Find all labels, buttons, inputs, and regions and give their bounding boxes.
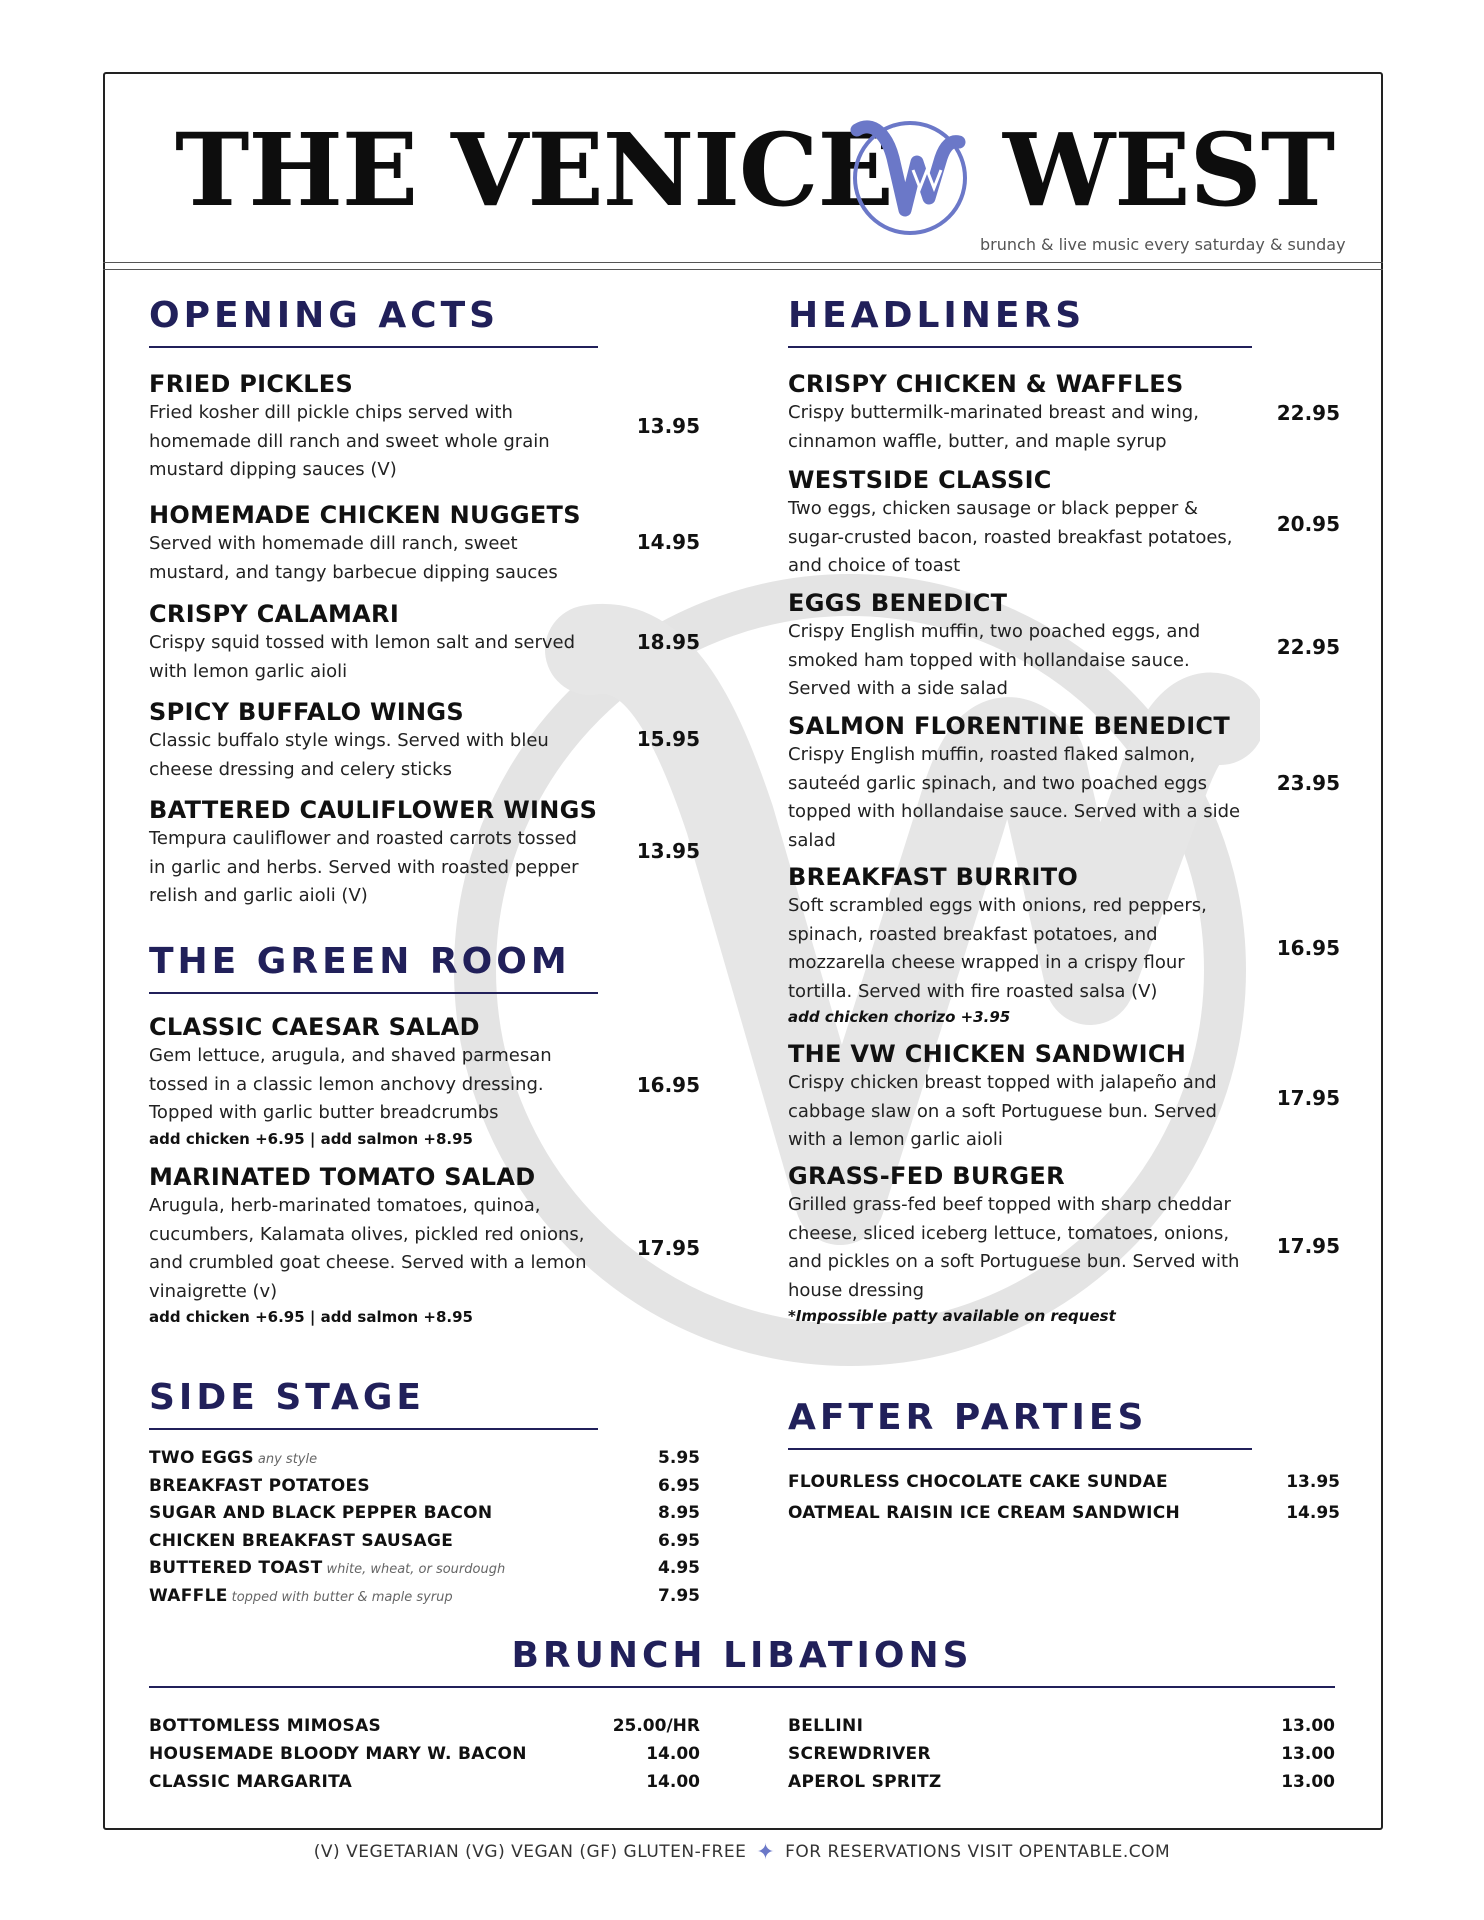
- section-rule: [149, 1428, 598, 1430]
- item-price: 15.95: [636, 727, 700, 751]
- item-addon: add chicken +6.95 | add salmon +8.95: [149, 1308, 473, 1326]
- side-item-name: BUTTERED TOAST: [149, 1558, 323, 1578]
- dietary-legend: (V) VEGETARIAN (VG) VEGAN (GF) GLUTEN-FREE: [313, 1842, 747, 1862]
- diamond-icon: ✦: [756, 1840, 776, 1865]
- menu-item: [149, 1012, 589, 1150]
- item-name: BATTERED CAULIFLOWER WINGS: [149, 796, 598, 824]
- item-price: 20.95: [1276, 512, 1340, 536]
- section-title-opening-acts: OPENING ACTS: [149, 295, 500, 336]
- item-price: 17.95: [1276, 1234, 1340, 1258]
- item-name: THE VW CHICKEN SANDWICH: [788, 1040, 1187, 1068]
- item-name: BREAKFAST BURRITO: [788, 863, 1079, 891]
- drink-item-name: CLASSIC MARGARITA: [149, 1772, 353, 1792]
- menu-item: [149, 697, 589, 784]
- side-item: [149, 1476, 370, 1496]
- drink-item-name: HOUSEMADE BLOODY MARY W. BACON: [149, 1744, 527, 1764]
- item-price: 14.95: [636, 530, 700, 554]
- drink-item-name: APEROL SPRITZ: [788, 1772, 942, 1792]
- item-description: Tempura cauliflower and roasted carrots tossed in garlic and herbs. Served with roasted pepper relish and garlic aioli (V): [149, 828, 579, 906]
- side-item-price: 4.95: [658, 1558, 700, 1578]
- item-price: 23.95: [1276, 771, 1340, 795]
- section-rule: [788, 346, 1252, 348]
- item-description: Gem lettuce, arugula, and shaved parmesan tossed in a classic lemon anchovy dressing. Topped with garlic butter breadcrumbs: [149, 1045, 552, 1123]
- item-name: WESTSIDE CLASSIC: [788, 466, 1052, 494]
- side-item-name: TWO EGGS: [149, 1448, 254, 1468]
- drink-item-name: BELLINI: [788, 1716, 864, 1736]
- drink-item-price: 14.00: [646, 1772, 700, 1792]
- side-item-price: 7.95: [658, 1586, 700, 1606]
- side-item-price: 6.95: [658, 1476, 700, 1496]
- section-title-side-stage: SIDE STAGE: [149, 1377, 426, 1418]
- item-description: Classic buffalo style wings. Served with bleu cheese dressing and celery sticks: [149, 730, 549, 780]
- drink-item-name: BOTTOMLESS MIMOSAS: [149, 1716, 382, 1736]
- item-price: 22.95: [1276, 635, 1340, 659]
- item-price: 18.95: [636, 630, 700, 654]
- side-item: [149, 1503, 492, 1523]
- side-item-note: white, wheat, or sourdough: [326, 1562, 506, 1577]
- menu-item: [788, 1161, 1250, 1327]
- dessert-item: [788, 1472, 1168, 1492]
- item-price: 16.95: [1276, 936, 1340, 960]
- item-addon: add chicken +6.95 | add salmon +8.95: [149, 1129, 473, 1148]
- side-item-name: CHICKEN BREAKFAST SAUSAGE: [149, 1531, 454, 1551]
- menu-item: [788, 465, 1250, 581]
- section-title-after-parties: AFTER PARTIES: [788, 1397, 1148, 1438]
- drink-item-price: 14.00: [646, 1744, 700, 1764]
- dessert-item: [788, 1503, 1180, 1523]
- side-item-price: 8.95: [658, 1503, 700, 1523]
- title-left: THE VENICE: [175, 111, 893, 229]
- menu-item: [788, 588, 1250, 704]
- drink-item: [149, 1716, 381, 1736]
- section-rule: [149, 346, 598, 348]
- item-name: CLASSIC CAESAR SALAD: [149, 1013, 480, 1041]
- drink-item: [149, 1744, 527, 1764]
- item-addon: *Impossible patty available on request: [788, 1307, 1116, 1325]
- drink-item: [788, 1772, 941, 1792]
- item-description: Grilled grass-fed beef topped with sharp cheddar cheese, sliced iceberg lettuce, tomatoes, onions, and pickles on a soft Portuguese bun. Served with house dressing: [788, 1194, 1240, 1301]
- footer: [0, 1840, 1484, 1865]
- side-item-name: SUGAR AND BLACK PEPPER BACON: [149, 1503, 493, 1523]
- item-name: SALMON FLORENTINE BENEDICT: [788, 712, 1231, 740]
- item-description: Crispy English muffin, roasted flaked salmon, sauteéd garlic spinach, and two poached eggs topped with hollandaise sauce. Served with a side salad: [788, 744, 1241, 851]
- drink-item-price: 13.00: [1281, 1772, 1335, 1792]
- menu-item: [149, 599, 589, 686]
- drink-item-name: SCREWDRIVER: [788, 1744, 931, 1764]
- side-item-note: topped with butter & maple syrup: [231, 1590, 453, 1605]
- item-name: CRISPY CHICKEN & WAFFLES: [788, 370, 1184, 398]
- header-divider: [103, 262, 1383, 263]
- dessert-item-name: OATMEAL RAISIN ICE CREAM SANDWICH: [788, 1503, 1181, 1523]
- menu-item: [788, 369, 1250, 456]
- menu-item: [149, 369, 589, 485]
- item-price: 13.95: [636, 414, 700, 438]
- item-name: GRASS-FED BURGER: [788, 1162, 1065, 1190]
- item-description: Soft scrambled eggs with onions, red peppers, spinach, roasted breakfast potatoes, and mozzarella cheese wrapped in a crispy flour tortilla. Served with fire roasted salsa (V): [788, 895, 1207, 1002]
- side-item: [149, 1531, 453, 1551]
- item-name: EGGS BENEDICT: [788, 589, 1008, 617]
- title-right: WEST: [1003, 111, 1335, 229]
- side-item: [149, 1586, 453, 1606]
- item-price: 17.95: [1276, 1086, 1340, 1110]
- menu-item: [149, 1162, 589, 1328]
- item-description: Two eggs, chicken sausage or black pepper & sugar-crusted bacon, roasted breakfast potatoes, and choice of toast: [788, 498, 1233, 576]
- item-price: 17.95: [636, 1236, 700, 1260]
- menu-item: [149, 795, 598, 911]
- item-description: Arugula, herb-marinated tomatoes, quinoa, cucumbers, Kalamata olives, pickled red onions, and crumbled goat cheese. Served with a lemon vinaigrette (v): [149, 1195, 587, 1302]
- section-title-headliners: HEADLINERS: [788, 295, 1086, 336]
- side-item-price: 5.95: [658, 1448, 700, 1468]
- side-item: [149, 1558, 505, 1578]
- menu-item: [788, 711, 1250, 855]
- side-item: [149, 1448, 317, 1468]
- dessert-item-price: 14.95: [1286, 1503, 1340, 1523]
- section-rule: [788, 1448, 1252, 1450]
- item-name: MARINATED TOMATO SALAD: [149, 1163, 536, 1191]
- section-title-green-room: THE GREEN ROOM: [149, 941, 571, 982]
- item-name: CRISPY CALAMARI: [149, 600, 400, 628]
- drink-item: [788, 1716, 863, 1736]
- reservations-note: FOR RESERVATIONS VISIT OPENTABLE.COM: [785, 1842, 1171, 1862]
- section-rule: [149, 992, 598, 994]
- side-item-name: BREAKFAST POTATOES: [149, 1476, 370, 1496]
- item-price: 22.95: [1276, 401, 1340, 425]
- section-title-brunch-libations: BRUNCH LIBATIONS: [511, 1635, 973, 1676]
- item-addon: add chicken chorizo +3.95: [788, 1008, 1011, 1026]
- item-description: Crispy chicken breast topped with jalapeño and cabbage slaw on a soft Portuguese bun. Served with a lemon garlic aioli: [788, 1072, 1217, 1150]
- side-item-name: WAFFLE: [149, 1586, 228, 1606]
- vw-logo-icon: [843, 110, 973, 240]
- item-description: Crispy squid tossed with lemon salt and served with lemon garlic aioli: [149, 632, 575, 682]
- item-description: Fried kosher dill pickle chips served with homemade dill ranch and sweet whole grain mustard dipping sauces (V): [149, 402, 550, 480]
- menu-item: [788, 862, 1250, 1028]
- section-rule: [149, 1686, 1335, 1688]
- dessert-item-price: 13.95: [1286, 1472, 1340, 1492]
- item-description: Served with homemade dill ranch, sweet mustard, and tangy barbecue dipping sauces: [149, 533, 558, 583]
- item-name: HOMEMADE CHICKEN NUGGETS: [149, 501, 581, 529]
- menu-item: [149, 500, 589, 587]
- drink-item-price: 13.00: [1281, 1716, 1335, 1736]
- item-name: FRIED PICKLES: [149, 370, 354, 398]
- item-description: Crispy buttermilk-marinated breast and wing, cinnamon waffle, butter, and maple syrup: [788, 402, 1199, 452]
- side-item-price: 6.95: [658, 1531, 700, 1551]
- drink-item: [149, 1772, 352, 1792]
- item-name: SPICY BUFFALO WINGS: [149, 698, 464, 726]
- drink-item: [788, 1744, 931, 1764]
- drink-item-price: 13.00: [1281, 1744, 1335, 1764]
- item-price: 16.95: [636, 1073, 700, 1097]
- side-item-note: any style: [257, 1452, 318, 1467]
- item-price: 13.95: [636, 839, 700, 863]
- tagline: brunch & live music every saturday & sunday: [980, 235, 1346, 254]
- drink-item-price: 25.00/HR: [612, 1716, 700, 1736]
- item-description: Crispy English muffin, two poached eggs, and smoked ham topped with hollandaise sauce. Served with a side salad: [788, 621, 1201, 699]
- dessert-item-name: FLOURLESS CHOCOLATE CAKE SUNDAE: [788, 1472, 1168, 1492]
- menu-item: [788, 1039, 1250, 1155]
- header-divider: [103, 269, 1383, 270]
